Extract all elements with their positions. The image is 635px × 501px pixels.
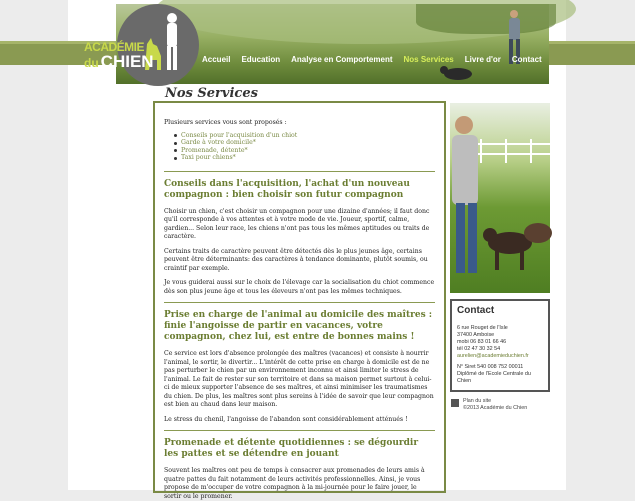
contact-email-link[interactable]: aurelien@academieduchien.fr [457,353,529,359]
service-link-taxi[interactable]: Taxi pour chiens* [174,154,435,162]
side-photo-figures [450,103,550,293]
page-title: Nos Services [165,86,258,101]
nav-contact[interactable]: Contact [511,54,542,64]
section-promenade-text: Souvent les maîtres ont peu de temps à consacrer aux promenades de leurs amis à quatre pattes du fait notamment de leurs activités professionnelles. Ainsi, je vous propose de m'occuper de votre compagnon à la mi-journée pour le faire jouer, le sortir ou le promener. [164,467,425,500]
services-content [153,101,446,500]
contact-box [450,299,550,392]
section-conseils-title: Conseils dans l'acquisition, l'achat d'un nouveau compagnon : bien choisir son futur compagnon [164,178,410,200]
copyright: ©2013 Académie du Chien [463,405,528,411]
section-garde-text: Ce service est lors d'absence prolongée des maîtres (vacances) et consiste à nourrir l'animal, le sortir, le divertir... L'intérêt de cette prise en charge à domicile est de ne pas perturber le chien par un environnement inconnu et ainsi limiter le stress de l'animal. Le fait de rester sur son territoire et dans sa maison permet surtout à celui-ci de mieux supporter l'absence de ses maîtres, et ainsi minimiser les traumatismes du chien. De plus, les maîtres sont plus sereins à l'idée de savoir que leur compagnon est bien au chaud dans leur maison. [164,350,434,408]
nav-accueil[interactable]: Accueil [202,54,231,64]
service-link-garde[interactable]: Garde à votre domicile* [174,139,435,147]
section-conseils-text: Certains traits de caractère peuvent être détectés dès le plus jeunes âge, certains peuvent être déterminants: des caractères à tendance dominante, plutôt soumis, ou craintif par exemple. [164,247,428,272]
nav-livre-dor[interactable]: Livre d'or [464,54,501,64]
contact-phone: tél 02 47 30 32 54 [457,346,501,352]
section-divider [164,171,435,172]
contact-diploma: Chien [457,378,472,384]
section-garde-title: Prise en charge de l'animal au domicile des maîtres : finie l'angoisse de partir en vacances, votre compagnon, chez lui, est entre de bonnes mains ! [164,310,433,342]
nav-nos-services[interactable]: Nos Services [403,54,454,64]
sitemap-link[interactable]: Plan du site [463,398,492,404]
section-promenade-title: Promenade et détente quotidiennes : se dégourdir les pattes et se détendre en jouant [164,438,419,459]
services-list [174,132,435,162]
contact-mobile: mobi 06 83 01 66 46 [457,339,507,345]
side-photo-dog-walk [450,103,550,293]
service-link-conseils[interactable]: Conseils pour l'acquisition d'un chiot [174,132,435,140]
section-conseils-text: Je vous guiderai aussi sur le choix de l'élevage car la socialisation du chiot commence dès son plus jeune âge et tous les éleveurs n'ont pas les mêmes techniques. [164,279,435,295]
services-intro: Plusieurs services vous sont proposés : [164,119,287,126]
contact-city: 37400 Amboise [457,332,495,338]
logo-academie[interactable]: ACADÉMIE [84,40,145,54]
logo-du-chien[interactable]: du CHIEN [84,52,154,71]
section-divider [164,302,435,303]
contact-siret: N° Siret 540 008 752 00011 [457,364,524,370]
facebook-icon[interactable] [451,399,459,407]
footer [451,398,527,412]
section-conseils-text: Choisir un chien, c'est choisir un compagnon pour une dizaine d'années; il faut donc qu'il corresponde à vos attentes et à votre mode de vie. Joueur, sportif, calme, gardien... Selon leur race, les chiens n'ont pas tous les mêmes aptitudes ou traits de caractère. [164,207,430,240]
section-divider [164,430,435,431]
contact-diploma: Diplômé de l'Ecole Centrale du [457,371,531,377]
contact-address: 6 rue Rouget de l'Isle [457,325,508,331]
banner-dog [440,66,472,80]
main-nav [202,50,553,68]
service-link-promenade[interactable]: Promenade, détente* [174,147,435,155]
contact-title: Contact [457,305,495,316]
section-garde-text: Le stress du chenil, l'angoisse de l'abandon sont considérablement atténués ! [164,415,408,423]
nav-education[interactable]: Education [241,54,281,64]
nav-analyse-comportement[interactable]: Analyse en Comportement [291,54,393,64]
